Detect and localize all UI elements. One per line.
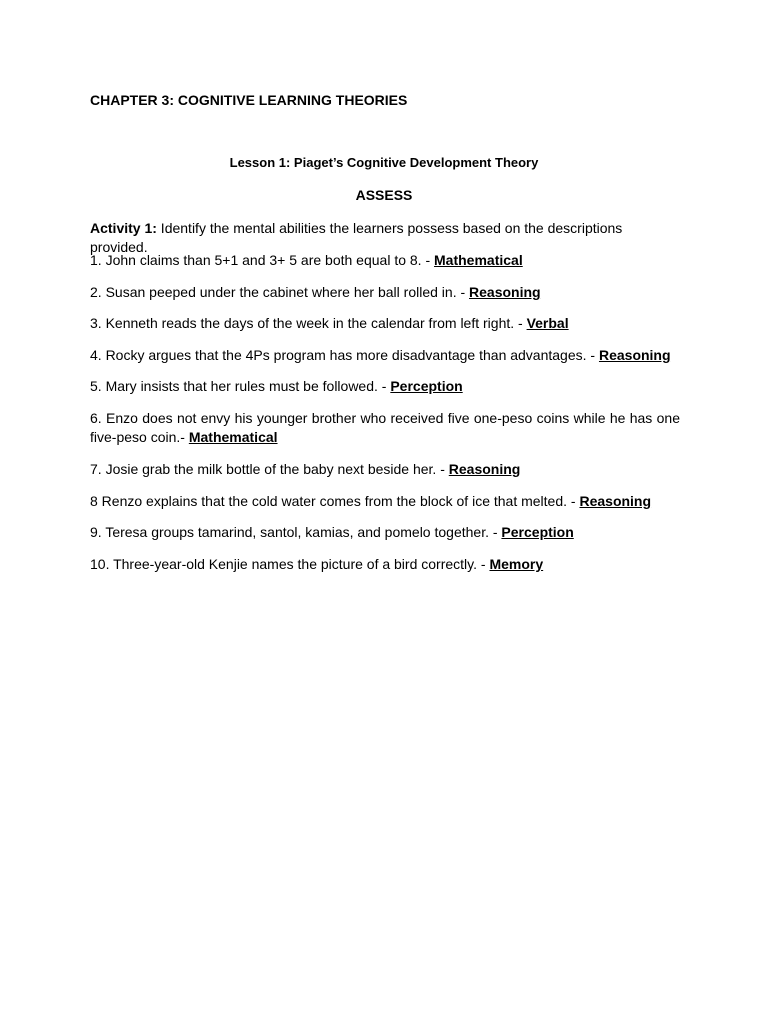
item-text: 3. Kenneth reads the days of the week in the calendar from left right. - [90,315,527,331]
item-answer: Mathematical [434,252,523,268]
list-item [90,409,680,447]
item-answer: Reasoning [469,284,541,300]
chapter-title: CHAPTER 3: COGNITIVE LEARNING THEORIES [90,92,408,108]
item-text: 4. Rocky argues that the 4Ps program has more disadvantage than advantages. - [90,347,599,363]
list-item [90,492,680,511]
item-text: 10. Three-year-old Kenjie names the picture of a bird correctly. - [90,556,490,572]
item-text: 6. Enzo does not envy his younger brother who received five one-peso coins while he has one five-peso coin.- [90,410,680,445]
list-item [90,346,680,365]
item-text: 8 Renzo explains that the cold water comes from the block of ice that melted. - [90,493,580,509]
item-answer: Mathematical [188,429,278,445]
item-answer: Perception [501,524,574,540]
item-answer: Memory [489,556,544,572]
item-text: 9. Teresa groups tamarind, santol, kamias, and pomelo together. - [90,524,502,540]
item-text: 7. Josie grab the milk bottle of the baby next beside her. - [90,461,449,477]
list-item [90,283,680,302]
item-answer: Perception [390,378,463,394]
section-title: ASSESS [355,187,413,203]
list-item [90,555,680,574]
list-item [90,460,680,479]
activity-label: Activity 1: [90,220,157,236]
item-answer: Verbal [526,315,569,331]
list-item [90,251,680,270]
item-answer: Reasoning [579,493,652,509]
activity-instruction-text: Identify the mental abilities the learners possess based on the descriptions provided. [90,220,623,255]
item-text: 5. Mary insists that her rules must be followed. - [90,378,391,394]
list-item [90,377,680,396]
item-text: 2. Susan peeped under the cabinet where her ball rolled in. - [90,284,470,300]
item-answer: Reasoning [448,461,521,477]
list-item [90,314,680,333]
item-answer: Reasoning [598,347,671,363]
list-item [90,523,680,542]
lesson-title: Lesson 1: Piaget’s Cognitive Development Theory [229,155,539,170]
item-text: 1. John claims than 5+1 and 3+ 5 are both equal to 8. - [90,252,435,268]
